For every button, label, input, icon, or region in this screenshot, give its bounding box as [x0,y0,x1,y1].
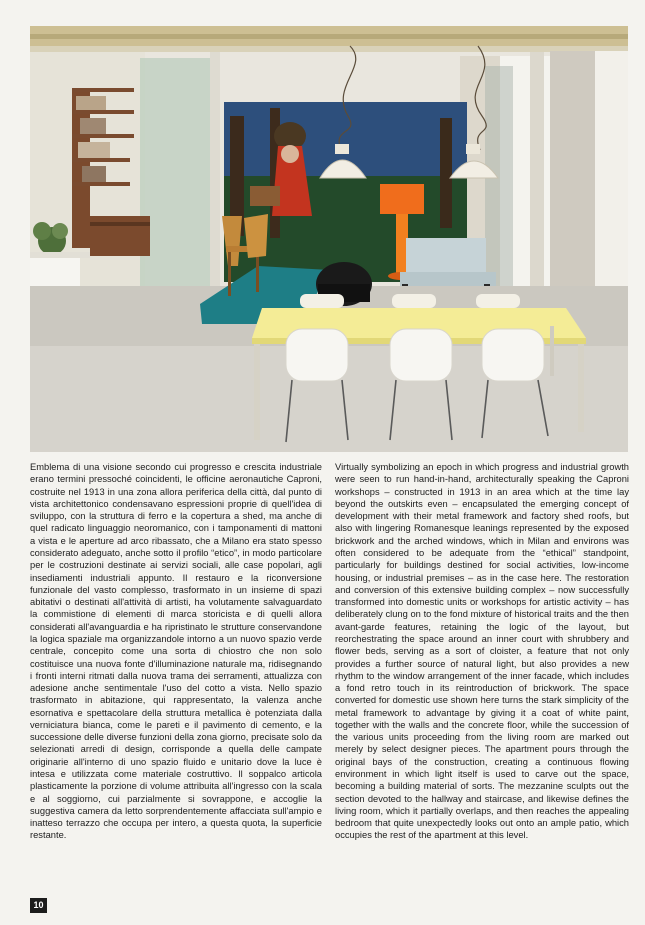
page-number: 10 [30,898,47,913]
italian-text-column: Emblema di una visione secondo cui progresso e crescita industriale erano termini pressoché coincidenti, le officine aeronautiche Caproni, costruite nel 1913 in una zona allora periferica della città, dal punto di vista architettonico condensavano espressioni proprie di quell'idea di sviluppo, con la struttura di ferro e la copertura a shed, ma anche di quel radicato linguaggio neoromanico, con i tamponamenti di mattoni a vista e le aperture ad arco ribassato, che a Milano era stato spesso considerato adeguato, anche sotto il profilo “etico”, in modo particolare per le costruzioni destinate ai servizi sociali, alle case popolari, agli insediamenti industriali appunto. Il restauro e la riconversione funzionale del vasto complesso, trasformato in un insieme di spazi abitativi o destinati all'attività di artisti, ha volutamente salvaguardato la commistione di elementi di marca storicista e di quelli allora considerati all'avanguardia e ha ripristinato le strutture conservandone la logica spaziale ma organizzandole intorno a un nuovo spazio verde centrale, concepito come una sorta di chiostro che non solo costituisce una nuova fonte d'illuminazione naturale ma, ridisegnando i fronti interni ritmati dalla nuova trama dei serramenti, attualizza con adesione anche sentimentale l'uso del cotto a vista. Nello spazio trasformato in abitazione, qui rappresentato, la valenza anche esornativa e spettacolare della struttura metallica è potenziata dalla verniciatura bianca, come le pareti e il pavimento di cemento, e la successione delle diverse funzioni della zona giorno, precisate solo da selezionati arredi di design, corrisponde a quella delle campate originarie all'interno di uno spazio fluido e unitario dove la luce è intesa e utilizzata come materiale costruttivo. Il soppalco articola plasticamente la porzione di volume attribuita all'ingresso con la scala e al soggiorno, cui parzialmente si sovrappone, e accoglie la suggestiva camera da letto sorprendentemente affacciata sull'ampio e inatteso terrazzo che occupa per intero, a questa quota, la superficie restante. [30,462,322,841]
english-text-column: Virtually symbolizing an epoch in which progress and industrial growth were seen to run hand-in-hand, architecturally speaking the Caproni workshops – constructed in 1913 in an area which at the time lay beyond the outskirts even – encapsulated the emerging concept of development with their metal framework and factory shed roofs, but also with lingering Romanesque leanings represented by the exposed brickwork and the arched windows, which in Milan and environs was often considered to be adequate from the “ethical” standpoint, particularly for buildings destined for social activities, low-income housing, or industrial premises – as in the case here. The restoration and conversion of this extensive building complex – now successfully transformed into domestic units or workshops for artistic activity – has deliberately clung on to the fond mixture of historical traits and the then avant-garde features, retaining the logic of the layout, but reorchestrating the space around an inner court with shrubbery and flower beds, serving as a sort of cloister, a feature that not only provides a further source of natural light, but also provides a new rhythm to the window arrangement of the inner facade, which includes a fond retro touch in its reintroduction of brickwork. The space converted for domestic use shown here turns the stark simplicity of the metal framework to advantage by giving it a coat of white paint, together with the walls and the concrete floor, while the succession of the various units proceeding from the living room are marked out merely by select designer pieces. The apartment pours through the original bays of the construction, creating a continuous flowing environment in which light itself is used to carve out the space, becoming a building material of sorts. The mezzanine sculpts out the section devoted to the hallway and staircase, and likewise defines the living room, which it partially overlaps, and then reaches the appealing bedroom that quite unexpectedly looks out onto an ample patio, which occupies the rest of the apartment at this level. [335,462,629,841]
interior-photo [30,26,628,452]
